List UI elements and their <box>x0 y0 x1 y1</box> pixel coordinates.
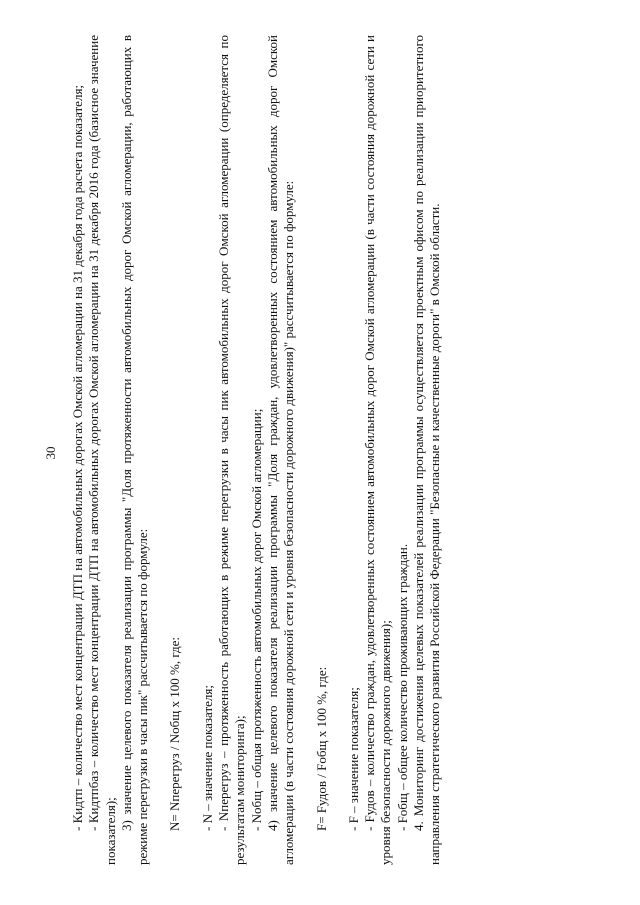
paragraph-n-definition: - N – значение показателя; <box>199 685 215 831</box>
formula-n: N= Nперегруз / Nобщ х 100 %, где: <box>167 636 183 831</box>
paragraph-indicator-3-intro: 3) значение целевого показателя реализации программы "Доля протяженности автомобильных дорог Омской агломерации, работающих в режиме перегрузки в часы пик" рассчитывается по формуле: <box>118 35 151 865</box>
paragraph-indicator-4-intro: 4) значение целевого показателя реализации программы "Доля граждан, удовлетворенных состоянием автомобильных дорог Омской агломерации (в части состояния дорожной сети и уровня безопасности дорожного движения)" рассчитывается по формуле: <box>264 35 297 865</box>
document-body <box>70 35 444 865</box>
page-number: 30 <box>43 446 58 460</box>
paragraph-kidtp-base-definition: - Кидтпбаз – количество мест концентрации ДТП на автомобильных дорогах Омской агломерации на 31 декабря 2016 года (базисное значение показателя); <box>86 35 118 865</box>
paragraph-n-total-definition: - Nобщ – общая протяженность автомобильных дорог Омской агломерации; <box>248 408 264 831</box>
paragraph-n-overload-definition: - Nперегруз – протяженность работающих в режиме перегрузки в часы пик автомобильных дорог Омской агломерации (определяется по результатам мониторинга); <box>216 35 248 865</box>
paragraph-f-satisfied-definition: - Fудов – количество граждан, удовлетворенных состоянием автомобильных дорог Омской агломерации (в части состояния дорожной сети и уровня безопасности дорожного движения); <box>362 35 394 865</box>
paragraph-monitoring: 4. Мониторинг достижения целевых показателей реализации программы осуществляется проектным офисом по реализации приоритетного направления стратегического развития Российской Федерации "Безопасные и качественные дороги" в Омской области. <box>411 35 443 865</box>
rotated-page-body <box>70 35 540 865</box>
paragraph-kidtp-definition: - Кидтп – количество мест концентрации ДТП на автомобильных дорогах Омской агломерации на 31 декабря года расчета показателя; <box>70 84 85 831</box>
paragraph-f-total-definition: - Fобщ – общее количество проживающих граждан. <box>394 543 410 831</box>
formula-f: F= Fудов / Fобщ х 100 %, где: <box>313 666 329 831</box>
paragraph-f-definition: - F – значение показателя; <box>345 687 361 831</box>
